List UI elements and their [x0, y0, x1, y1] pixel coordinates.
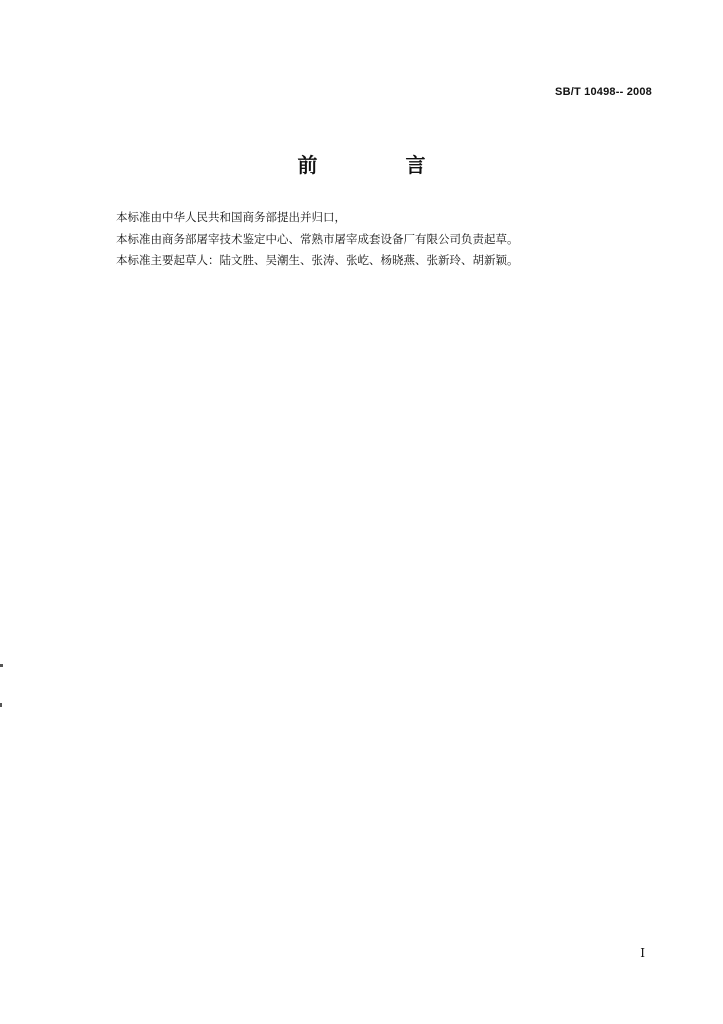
paragraph-drafters: 本标准主要起草人：陆文胜、吴潮生、张涛、张屹、杨晓燕、张新玲、胡新颖。 [116, 253, 519, 267]
foreword-body [116, 207, 616, 272]
page-number: I [640, 946, 645, 960]
page-title: 前 言 [297, 153, 460, 177]
scan-margin-mark [0, 664, 3, 667]
scan-margin-mark [0, 703, 2, 707]
standard-code: SB/T 10498-- 2008 [555, 86, 652, 98]
paragraph-proposer: 本标准由中华人民共和国商务部提出并归口， [116, 210, 346, 224]
paragraph-drafting-units: 本标准由商务部屠宰技术鉴定中心、常熟市屠宰成套设备厂有限公司负责起草。 [116, 231, 519, 246]
